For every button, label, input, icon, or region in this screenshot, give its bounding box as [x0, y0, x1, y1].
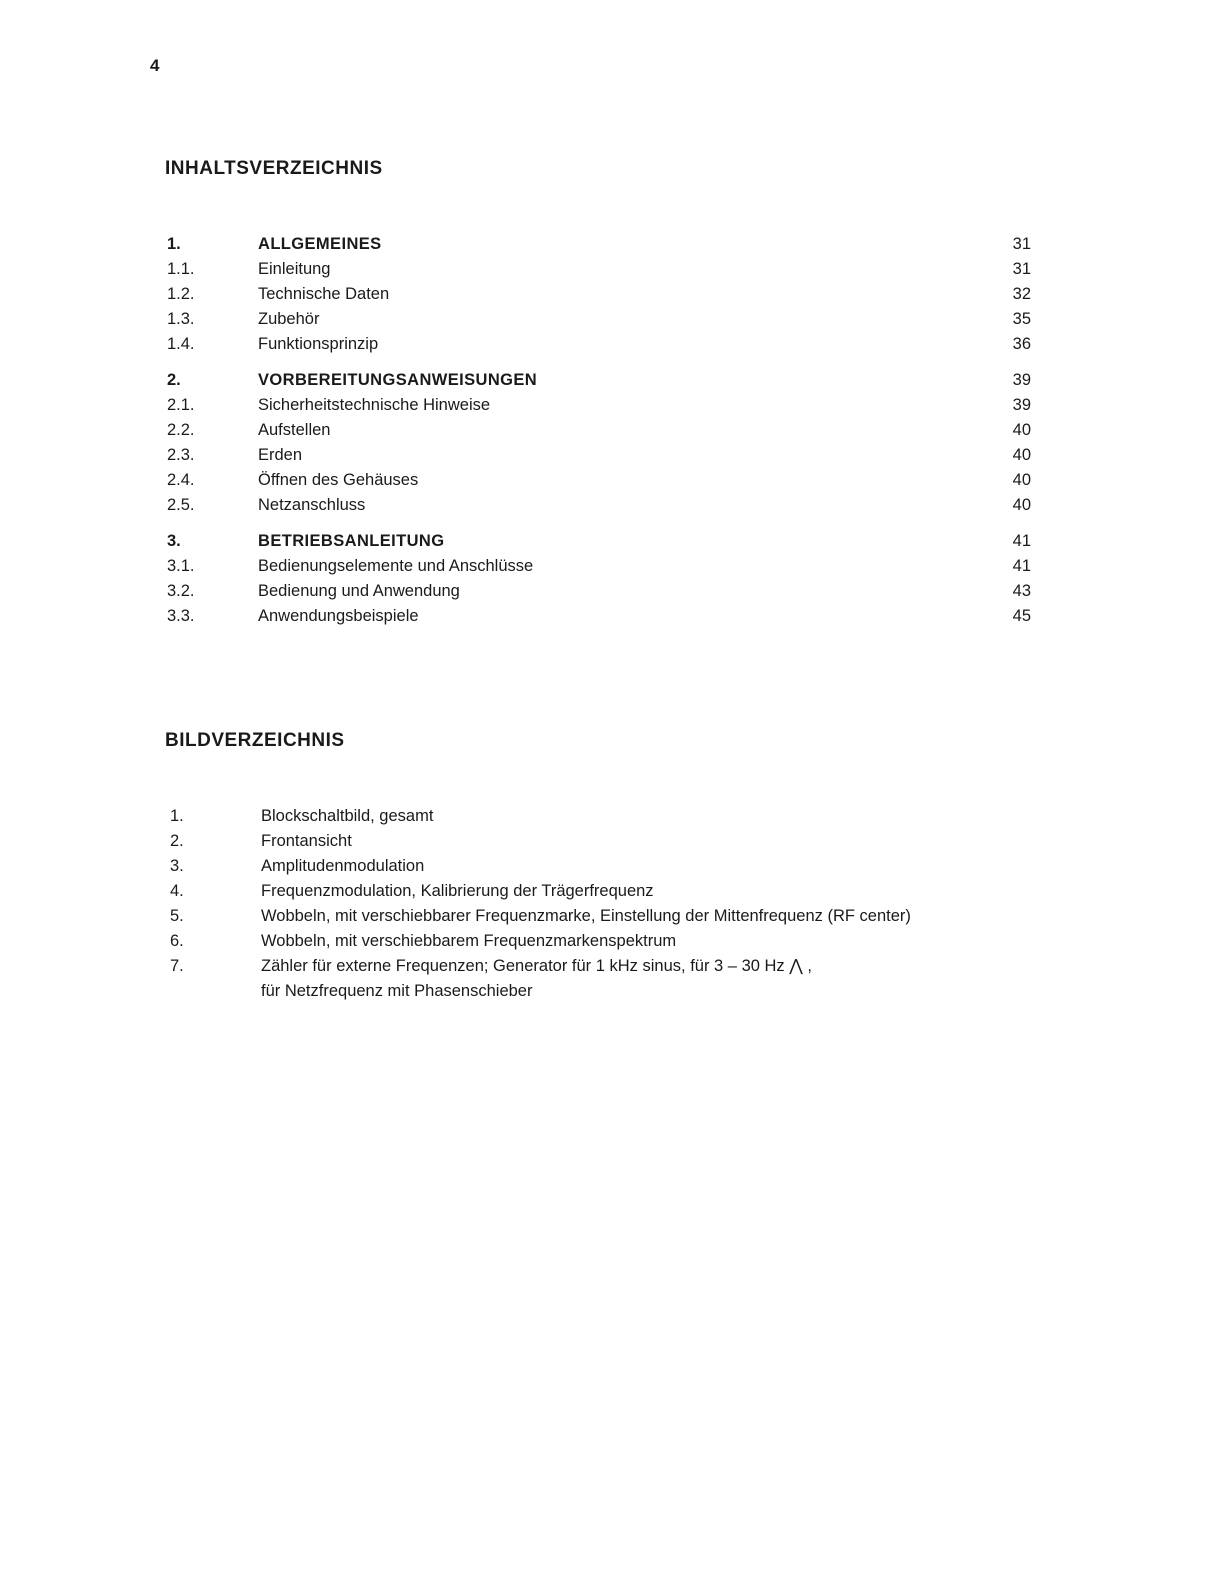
figure-num: 1. [170, 807, 184, 825]
toc-chapter-row [165, 232, 1031, 257]
toc-entry-row [165, 418, 1031, 443]
figure-entry-row [165, 804, 1031, 829]
toc-page: 39 [1012, 371, 1031, 389]
figure-caption-line: Amplitudenmodulation [261, 857, 425, 875]
toc-group [165, 232, 1031, 357]
figure-entry-row [165, 954, 1031, 1004]
toc-num: 3.1. [167, 557, 195, 575]
figure-entry-row [165, 829, 1031, 854]
figure-caption [261, 854, 1031, 879]
toc-num: 2.2. [167, 421, 195, 439]
figure-entry-row [165, 904, 1031, 929]
page-number: 4 [150, 56, 160, 75]
toc-entry-row [165, 443, 1031, 468]
figure-caption-line: für Netzfrequenz mit Phasenschieber [261, 982, 533, 1000]
toc-page: 40 [1012, 446, 1031, 464]
toc-page: 43 [1012, 582, 1031, 600]
toc-num: 2.1. [167, 396, 195, 414]
toc-label: ALLGEMEINES [258, 235, 382, 253]
figure-entry-row [165, 854, 1031, 879]
toc-label: BETRIEBSANLEITUNG [258, 532, 445, 550]
toc-chapter-row [165, 368, 1031, 393]
figure-list [165, 804, 1031, 1004]
toc-entry-row [165, 307, 1031, 332]
figure-num: 3. [170, 857, 184, 875]
toc-label: Erden [258, 446, 303, 464]
toc-label: Netzanschluss [258, 496, 366, 514]
toc-page: 32 [1012, 285, 1031, 303]
toc-title: INHALTSVERZEICHNIS [165, 158, 383, 179]
figure-caption-line: Frontansicht [261, 832, 352, 850]
toc-label: Technische Daten [258, 285, 390, 303]
toc-label: Funktionsprinzip [258, 335, 379, 353]
toc-label: Bedienung und Anwendung [258, 582, 460, 600]
toc-num: 1. [167, 235, 181, 253]
toc-chapter-row [165, 529, 1031, 554]
toc-num: 1.2. [167, 285, 195, 303]
toc-page: 45 [1012, 607, 1031, 625]
figure-list-title: BILDVERZEICHNIS [165, 730, 345, 751]
toc-entry-row [165, 554, 1031, 579]
toc-label: Aufstellen [258, 421, 331, 439]
figure-caption-line: Zähler für externe Frequenzen; Generator für 1 kHz sinus, für 3 – 30 Hz ⋀ , [261, 957, 812, 975]
toc-entry-row [165, 493, 1031, 518]
figure-caption [261, 804, 1031, 829]
toc-page: 35 [1012, 310, 1031, 328]
toc-group [165, 368, 1031, 518]
toc-num: 2.3. [167, 446, 195, 464]
toc-page: 31 [1012, 260, 1031, 278]
toc-entry-row [165, 468, 1031, 493]
toc-page: 40 [1012, 421, 1031, 439]
toc-page: 31 [1012, 235, 1031, 253]
toc-num: 2. [167, 371, 181, 389]
toc-group [165, 529, 1031, 629]
toc-page: 39 [1012, 396, 1031, 414]
figure-caption-line: Blockschaltbild, gesamt [261, 807, 434, 825]
figure-num: 7. [170, 957, 184, 975]
toc-label: VORBEREITUNGSANWEISUNGEN [258, 371, 538, 389]
figure-caption [261, 954, 1031, 1004]
toc-num: 2.4. [167, 471, 195, 489]
figure-caption [261, 929, 1031, 954]
figure-entry-row [165, 879, 1031, 904]
toc-entry-row [165, 604, 1031, 629]
toc-entry-row [165, 393, 1031, 418]
figure-num: 4. [170, 882, 184, 900]
toc-entry-row [165, 332, 1031, 357]
toc-page: 40 [1012, 496, 1031, 514]
toc-entry-row [165, 579, 1031, 604]
figure-num: 5. [170, 907, 184, 925]
toc-entry-row [165, 282, 1031, 307]
toc-page: 40 [1012, 471, 1031, 489]
figure-caption [261, 879, 1031, 904]
toc-page: 41 [1012, 532, 1031, 550]
toc-page: 41 [1012, 557, 1031, 575]
figure-caption [261, 829, 1031, 854]
toc-label: Anwendungsbeispiele [258, 607, 419, 625]
toc-label: Sicherheitstechnische Hinweise [258, 396, 491, 414]
toc-num: 3.3. [167, 607, 195, 625]
toc-num: 3.2. [167, 582, 195, 600]
figure-entry-row [165, 929, 1031, 954]
toc-num: 1.1. [167, 260, 195, 278]
table-of-contents [165, 232, 1031, 640]
toc-num: 3. [167, 532, 181, 550]
toc-num: 1.4. [167, 335, 195, 353]
toc-num: 1.3. [167, 310, 195, 328]
figure-caption [261, 904, 1031, 929]
toc-page: 36 [1012, 335, 1031, 353]
figure-caption-line: Wobbeln, mit verschiebbarem Frequenzmarkenspektrum [261, 932, 677, 950]
toc-label: Öffnen des Gehäuses [258, 471, 419, 489]
toc-entry-row [165, 257, 1031, 282]
figure-caption-line: Wobbeln, mit verschiebbarer Frequenzmarke, Einstellung der Mittenfrequenz (RF center) [261, 907, 911, 925]
figure-num: 6. [170, 932, 184, 950]
figure-num: 2. [170, 832, 184, 850]
toc-label: Bedienungselemente und Anschlüsse [258, 557, 534, 575]
figure-caption-line: Frequenzmodulation, Kalibrierung der Trägerfrequenz [261, 882, 654, 900]
toc-label: Einleitung [258, 260, 331, 278]
toc-num: 2.5. [167, 496, 195, 514]
toc-label: Zubehör [258, 310, 320, 328]
